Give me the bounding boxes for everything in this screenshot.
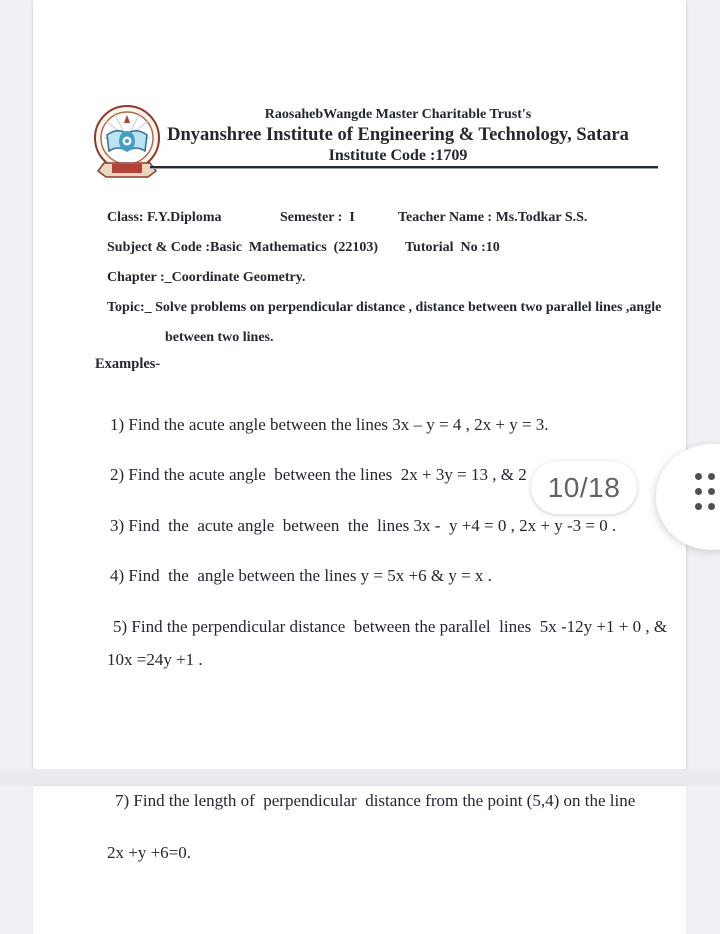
topic-line-2: between two lines. [165,330,274,345]
header-institute-code: Institute Code :1709 [328,147,468,164]
header-trust-name: RaosahebWangde Master Charitable Trust's [264,107,532,122]
chapter-label: Chapter :_Coordinate Geometry. [107,270,306,285]
document-header [143,106,653,166]
topic-line-1: Topic:_ Solve problems on perpendicular distance , distance between two parallel lines ,angle [107,300,662,315]
example-3: 3) Find the acute angle between the lines 3x - y +4 = 0 , 2x + y -3 = 0 . [110,516,617,535]
example-7-continued: 2x +y +6=0. [107,843,192,862]
example-1: 1) Find the acute angle between the lines 3x – y = 4 , 2x + y = 3. [110,415,549,434]
six-dot-grid-icon [695,473,715,510]
header-divider [150,166,658,169]
subject-code-label: Subject & Code :Basic Mathematics (22103) [107,240,379,255]
teacher-name-label: Teacher Name : Ms.Todkar S.S. [398,210,588,225]
examples-heading: Examples- [95,356,161,372]
example-5-continued: 10x =24y +1 . [107,650,203,669]
example-2: 2) Find the acute angle between the lines 2x + 3y = 13 , & 2 [110,465,527,484]
semester-label: Semester : I [280,210,355,225]
page-break-gap [0,769,720,786]
page-indicator-text: 10/18 [547,471,621,503]
document-page-2 [33,786,686,934]
page-indicator [531,461,637,514]
document-page-1 [33,0,686,769]
example-7: 7) Find the length of perpendicular distance from the point (5,4) on the line [115,791,636,810]
example-5: 5) Find the perpendicular distance between the parallel lines 5x -12y +1 + 0 , & [113,617,668,636]
class-label: Class: F.Y.Diploma [107,210,222,225]
header-institute-name: Dnyanshree Institute of Engineering & Technology, Satara [167,125,629,145]
tutorial-no-label: Tutorial No :10 [405,240,500,255]
example-4: 4) Find the angle between the lines y = 5x +6 & y = x . [110,566,492,585]
